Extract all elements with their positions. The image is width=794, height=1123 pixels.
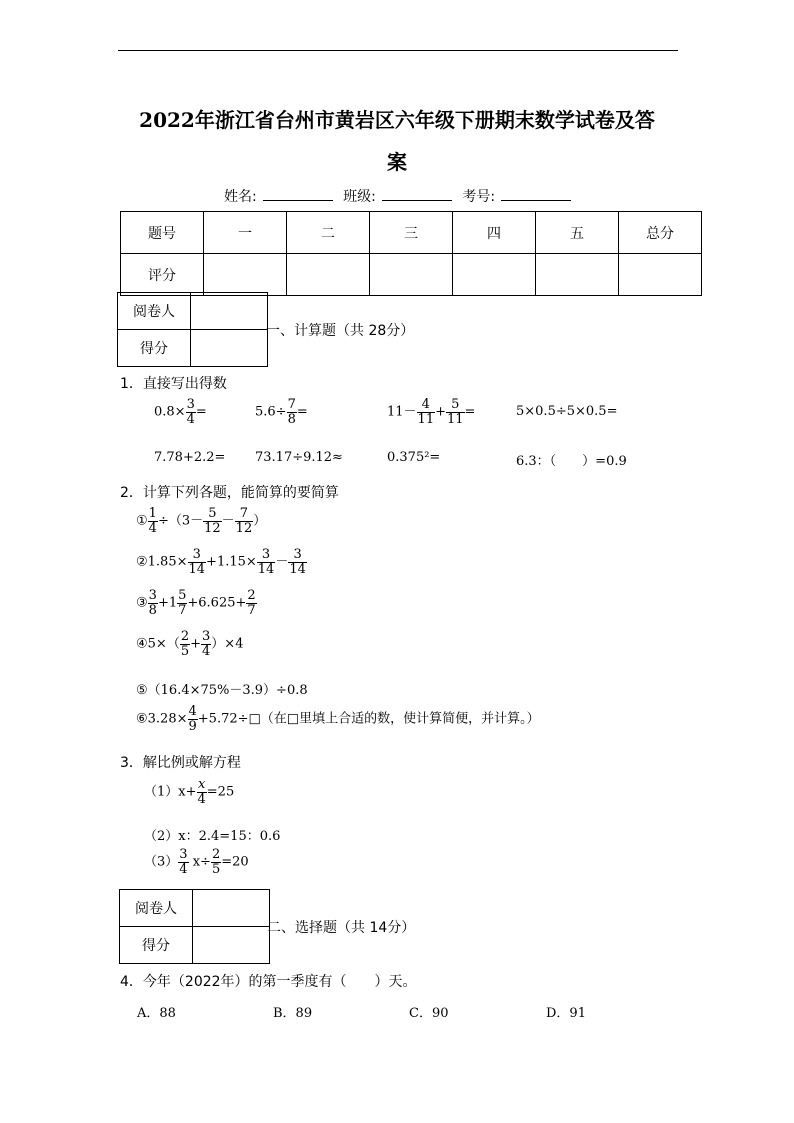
q2-item-2 [136,548,307,576]
numerator: 2 [211,847,221,862]
q2-item-6 [136,705,540,733]
expr-text: ⑥3.28× [136,711,188,727]
denominator: 7 [247,602,256,618]
q2-item-4 [136,630,243,658]
q3-item-3 [144,848,249,876]
q1-c-text: 11－ [387,404,417,420]
grader-score-label: 得分 [120,927,193,964]
denominator: 4 [197,791,206,807]
grader-box-1 [117,292,268,367]
numerator: 5 [451,397,460,412]
class-label: 班级: [343,189,376,205]
score-cell[interactable] [204,254,287,296]
numerator: 3 [148,588,157,603]
expr-text: ②1.85× [136,554,188,570]
numerator: 3 [192,547,201,562]
fraction [148,589,158,617]
numerator: 7 [239,506,249,521]
numerator: 1 [148,506,157,521]
numerator: 3 [179,847,188,862]
fraction [197,778,207,806]
score-cell[interactable] [619,254,702,296]
score-cell[interactable] [536,254,619,296]
section-2-title: 二、选择题（共 14分） [267,920,416,936]
name-blank[interactable] [263,188,333,201]
q1-item-e: 7.78+2.2= [154,450,226,465]
q1-item-a [154,398,207,426]
page-title-cont: 案 [387,150,407,174]
numerator: 4 [421,397,430,412]
fraction [188,548,207,576]
q4-title: 4．今年（2022年）的第一季度有（ ）天。 [120,974,417,990]
q3-title: 3．解比例或解方程 [120,755,241,771]
denominator: 14 [289,561,306,577]
numerator: 3 [293,547,302,562]
q4-option-a[interactable]: A．88 [137,1006,176,1021]
grader-cell[interactable] [193,890,270,927]
score-col-3: 三 [370,212,453,254]
q1-item-g: 0.375²= [387,450,441,465]
numerator: 5 [208,506,217,521]
denominator: 12 [235,520,253,536]
student-info [224,186,577,206]
fraction [446,398,465,426]
q2-title: 2．计算下列各题，能简算的要简算 [120,485,339,501]
fraction [201,630,211,658]
expr-text: +1 [157,595,178,611]
item-number: ③ [136,595,148,611]
class-blank[interactable] [382,188,452,201]
q1-c-eq: = [464,404,476,420]
fraction [188,705,198,733]
denominator: 11 [447,411,464,427]
score-cell[interactable] [287,254,370,296]
numerator: 3 [202,629,211,644]
q3-item-1 [144,778,234,806]
q2-item-1 [136,507,266,535]
q1-item-c [387,398,475,426]
score-row-label: 评分 [121,254,204,296]
fraction [235,507,254,535]
expr-text: （1）x+ [144,784,197,800]
fraction [288,548,307,576]
grader-score-cell[interactable] [193,927,270,964]
fraction [148,507,158,535]
denominator: 8 [287,411,296,427]
numerator: 2 [180,629,190,644]
score-cell[interactable] [370,254,453,296]
expr-text: x÷ [192,854,211,870]
expr-text: =20 [221,854,249,870]
score-col-4: 四 [453,212,536,254]
expr-text: +5.72÷□（在□里填上合适的数，使计算简便，并计算。） [197,711,540,727]
grader-label: 阅卷人 [118,293,191,330]
expr-text: +6.625+ [187,595,247,611]
q4-option-c[interactable]: C．90 [409,1006,449,1021]
score-col-label: 题号 [121,212,204,254]
item-number: ① [136,513,148,529]
expr-text: ÷（3－ [157,513,204,529]
fraction [246,589,256,617]
score-col-1: 一 [204,212,287,254]
expr-text: － [275,554,289,570]
expr-text: =25 [206,784,235,800]
q1-item-b [255,398,308,426]
numerator: 4 [188,704,197,719]
q2-item-3 [136,589,257,617]
score-cell[interactable] [453,254,536,296]
numerator: 2 [247,588,256,603]
grader-score-label: 得分 [118,330,191,367]
q1-item-f: 73.17÷9.12≈ [255,450,343,465]
q1-a-text: 0.8× [154,404,186,420]
fraction [417,398,436,426]
denominator: 12 [204,520,221,536]
expr-text: － [221,513,235,529]
denominator: 14 [257,561,275,577]
expr-text: ）×4 [211,636,244,652]
q1-item-h: 6.3：（ ）=0.9 [516,454,627,469]
q2-item-5: ⑤（16.4×75%－3.9）÷0.8 [136,683,308,698]
q1-b-eq: = [296,404,308,420]
expr-text: +1.15× [206,554,257,570]
denominator: 14 [188,561,206,577]
fraction [203,507,222,535]
denominator: 7 [178,602,187,618]
score-col-5: 五 [536,212,619,254]
id-blank[interactable] [501,188,571,201]
numerator: 3 [261,547,271,562]
fraction [177,589,187,617]
numerator: 3 [186,397,195,412]
section-1-title: 一、计算题（共 28分） [266,323,415,339]
fraction [180,630,190,658]
denominator: 8 [148,602,157,618]
fraction [211,848,221,876]
denominator: 5 [180,643,190,659]
id-label: 考号: [462,189,496,205]
score-table-score-row [121,254,702,296]
q1-a-eq: = [195,404,207,420]
header-rule [118,50,678,51]
q4-option-b[interactable]: B．89 [273,1006,313,1021]
grader-box-2 [119,889,270,964]
fraction [257,548,276,576]
score-table-header-row [121,212,702,254]
score-col-2: 二 [287,212,370,254]
expr-text: （3） [144,854,179,870]
denominator: 11 [417,411,435,427]
denominator: 5 [211,861,221,877]
name-label: 姓名: [224,189,257,205]
fraction [186,398,196,426]
q4-option-d[interactable]: D．91 [546,1006,586,1021]
expr-text: + [190,636,202,652]
denominator: 4 [186,411,195,427]
page-title: 2022年浙江省台州市黄岩区六年级下册期末数学试卷及答 [139,108,655,132]
grader-cell[interactable] [191,293,268,330]
denominator: 4 [148,520,157,536]
denominator: 9 [188,718,197,734]
numerator: 7 [287,397,296,412]
denominator: 4 [202,643,211,659]
numerator: 5 [178,588,187,603]
q1-c-plus: + [435,404,446,420]
grader-score-cell[interactable] [191,330,268,367]
grader-label: 阅卷人 [120,890,193,927]
expr-text: ） [253,513,267,529]
q1-item-d: 5×0.5÷5×0.5= [516,404,618,419]
q3-item-2: （2）x：2.4=15：0.6 [144,829,281,844]
q1-title: 1．直接写出得数 [120,376,227,392]
expr-text: ④5×（ [136,636,180,652]
denominator: 4 [179,861,188,877]
fraction [178,848,188,876]
score-col-total: 总分 [619,212,702,254]
q1-b-text: 5.6÷ [255,404,287,420]
score-table [120,211,702,296]
numerator: x [197,777,206,792]
fraction [287,398,297,426]
